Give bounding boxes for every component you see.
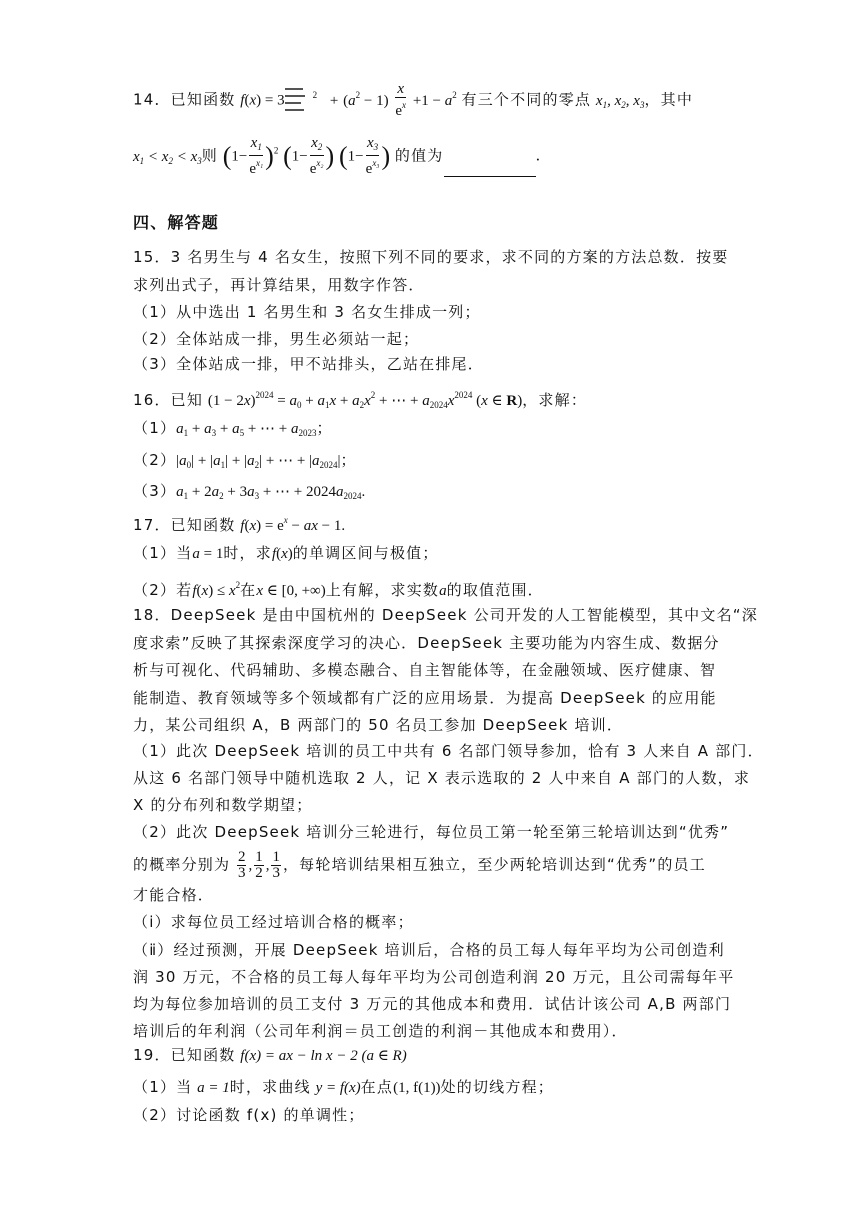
q18-line1: 18．DeepSeek 是由中国杭州的 DeepSeek 公司开发的人工智能模型，其中文名“深	[133, 606, 758, 624]
q14-zeros: $x_1$, $x_2$, $x_3$	[595, 92, 645, 110]
q18-part1-line3: X 的分布列和数学期望；	[133, 796, 313, 814]
q16-part1: $(1)a_1 + a_3 + a_5$ + ⋯ + $a_{2023}$；	[133, 419, 332, 438]
q15-line1: 15．3 名男生与 4 名女生，按照下列不同的要求，求不同的方案的方法总数．按要	[133, 248, 729, 266]
q14-tail-end: ，其中	[644, 90, 694, 109]
q14-line2: $x_1 < x_2 < x_3$则 (1− $\frac{x_1}{e^{x_1}}$ )$^2$ (1− $\frac{x_2}{e^{x_2}}$ ) (1− $\frac{x_3}{e^{x_3}}$ ) 的值为 .	[133, 135, 541, 177]
q18-sub2-line3: 均为每位参加培训的员工支付 3 万元的其他成本和费用．试估计该公司 A,B 两部门	[133, 995, 732, 1013]
q18-part1-line1: （1）此次 DeepSeek 培训的员工中共有 6 名部门领导参加，恰有 3 人来自 A 部门．	[133, 742, 764, 760]
q15-part2: （2）全体站成一排，男生必须站一起；	[133, 330, 420, 348]
q19-part2: （2）讨论函数 f(x) 的单调性；	[133, 1106, 365, 1124]
q16-expansion: $(1 - 2x)^{2024} = a_0 + a_1x + a_2x^2$ + ⋯ + $a_{2024}x^{2024}$ (x ∈ R)	[207, 390, 523, 410]
q14-garbled-formula	[285, 84, 307, 118]
prob-fraction-1-3: $\frac{1}{3}$	[272, 849, 280, 881]
q17-prefix: 17．已知函数	[133, 516, 236, 534]
q15-part1: （1）从中选出 1 名男生和 3 名女生排成一列；	[133, 303, 481, 321]
answer-blank	[444, 160, 536, 177]
q16-suffix: ，求解：	[522, 391, 588, 409]
q17-line: 17．已知函数 $f(x) = e^x$ − ax − 1.	[133, 515, 346, 534]
q16-part2: $(2)|a_0| + |a_1| + |a_2|$ + ⋯ + $|a_{2024}|$；	[133, 451, 356, 470]
q16-line	[133, 385, 587, 415]
prob-fraction-2-3: $\frac{2}{3}$	[237, 849, 246, 881]
q18-sub2-line4: 培训后的年利润（公司年利润＝员工创造的利润－其他成本和费用）．	[133, 1022, 628, 1040]
prob-fraction-1-2: $\frac{1}{2}$	[255, 849, 263, 881]
q19-line: 19．已知函数 f(x) = ax − ln x − 2 (a ∈ R)	[133, 1046, 407, 1064]
q14-condition: $x_1 < x_2 < x_3$	[133, 148, 202, 166]
q15-part3: （3）全体站成一排，甲不站排头，乙站在排尾．	[133, 355, 484, 373]
q16-part3: $(3)a_1 + 2a_2 + 3a_3$ + ⋯ + $2024a_{2024}$.	[133, 482, 366, 501]
q18-part1-line2: 从这 6 名部门领导中随机选取 2 人，记 X 表示选取的 2 人中来自 A 部门的人数，求	[133, 769, 751, 787]
q17-part2: （2）若$f(x) \le x^2$在x ∈ [0, +∞)上有解，求实数a的取值范围．	[133, 580, 544, 599]
q18-part2-line2: 的概率分别为 $\frac{2}{3}$ , $\frac{1}{2}$ , $\frac{1}{3}$ ，每轮培训结果相互独立，至少两轮培训达到“优秀”的员工	[133, 849, 706, 881]
q14-tail: 有三个不同的零点	[461, 90, 592, 109]
q19-part1: （1）当 a = 1时，求曲线 y = f(x)在点(1, f(1))处的切线方程；	[133, 1078, 554, 1096]
q14-function: f(x) = 3	[240, 92, 285, 109]
q18-line4: 能制造、教育领域等多个领域都有广泛的应用场景．为提高 DeepSeek 的应用能	[133, 689, 717, 707]
q18-sub2-line1: （ⅱ）经过预测，开展 DeepSeek 培训后，合格的员工每人每年平均为公司创造利	[133, 941, 725, 959]
q14-value-text: 的值为	[394, 146, 444, 165]
q14-fraction: $\frac{x}{e^x}$	[395, 81, 407, 119]
q19-function: f(x) = ax − ln x − 2 (a ∈ R)	[240, 1048, 407, 1064]
q18-part2-line1: （2）此次 DeepSeek 培训分三轮进行，每位员工第一轮至第三轮培训达到“优秀”	[133, 823, 730, 841]
q18-line2: 度求索”反映了其探索深度学习的决心．DeepSeek 主要功能为内容生成、数据分	[133, 634, 720, 652]
q17-part1: （1）当a = 1时，求f(x)的单调区间与极值；	[133, 544, 439, 562]
q14-line1: 14．已知函数 f(x) = 3 $^2 + (a^2 - 1)$ $\frac{x}{e^x}$ $+1 - a^2$ 有三个不同的零点 $x_1$, $x_2$, $x_3$，其中	[133, 81, 694, 119]
q16-prefix: 16．已知	[133, 391, 204, 409]
q18-sub2-line2: 润 30 万元，不合格的员工每人每年平均为公司创造利润 20 万元，且公司需每年平	[133, 968, 735, 986]
q15-line2: 求列出式子，再计算结果，用数字作答．	[133, 276, 425, 294]
q14-prefix: 14．已知函数	[133, 90, 236, 109]
section-heading: 四、解答题	[133, 213, 220, 232]
q18-sub1: （ⅰ）求每位员工经过培训合格的概率；	[133, 913, 414, 931]
q18-part2-line3: 才能合格．	[133, 886, 215, 904]
q14-then: 则	[201, 146, 218, 165]
q14-end: .	[535, 146, 541, 165]
q18-line5: 力，某公司组织 A，B 两部门的 50 名员工参加 DeepSeek 培训．	[133, 716, 624, 734]
q18-line3: 析与可视化、代码辅助、多模态融合、自主智能体等，在金融领域、医疗健康、智	[133, 661, 717, 679]
